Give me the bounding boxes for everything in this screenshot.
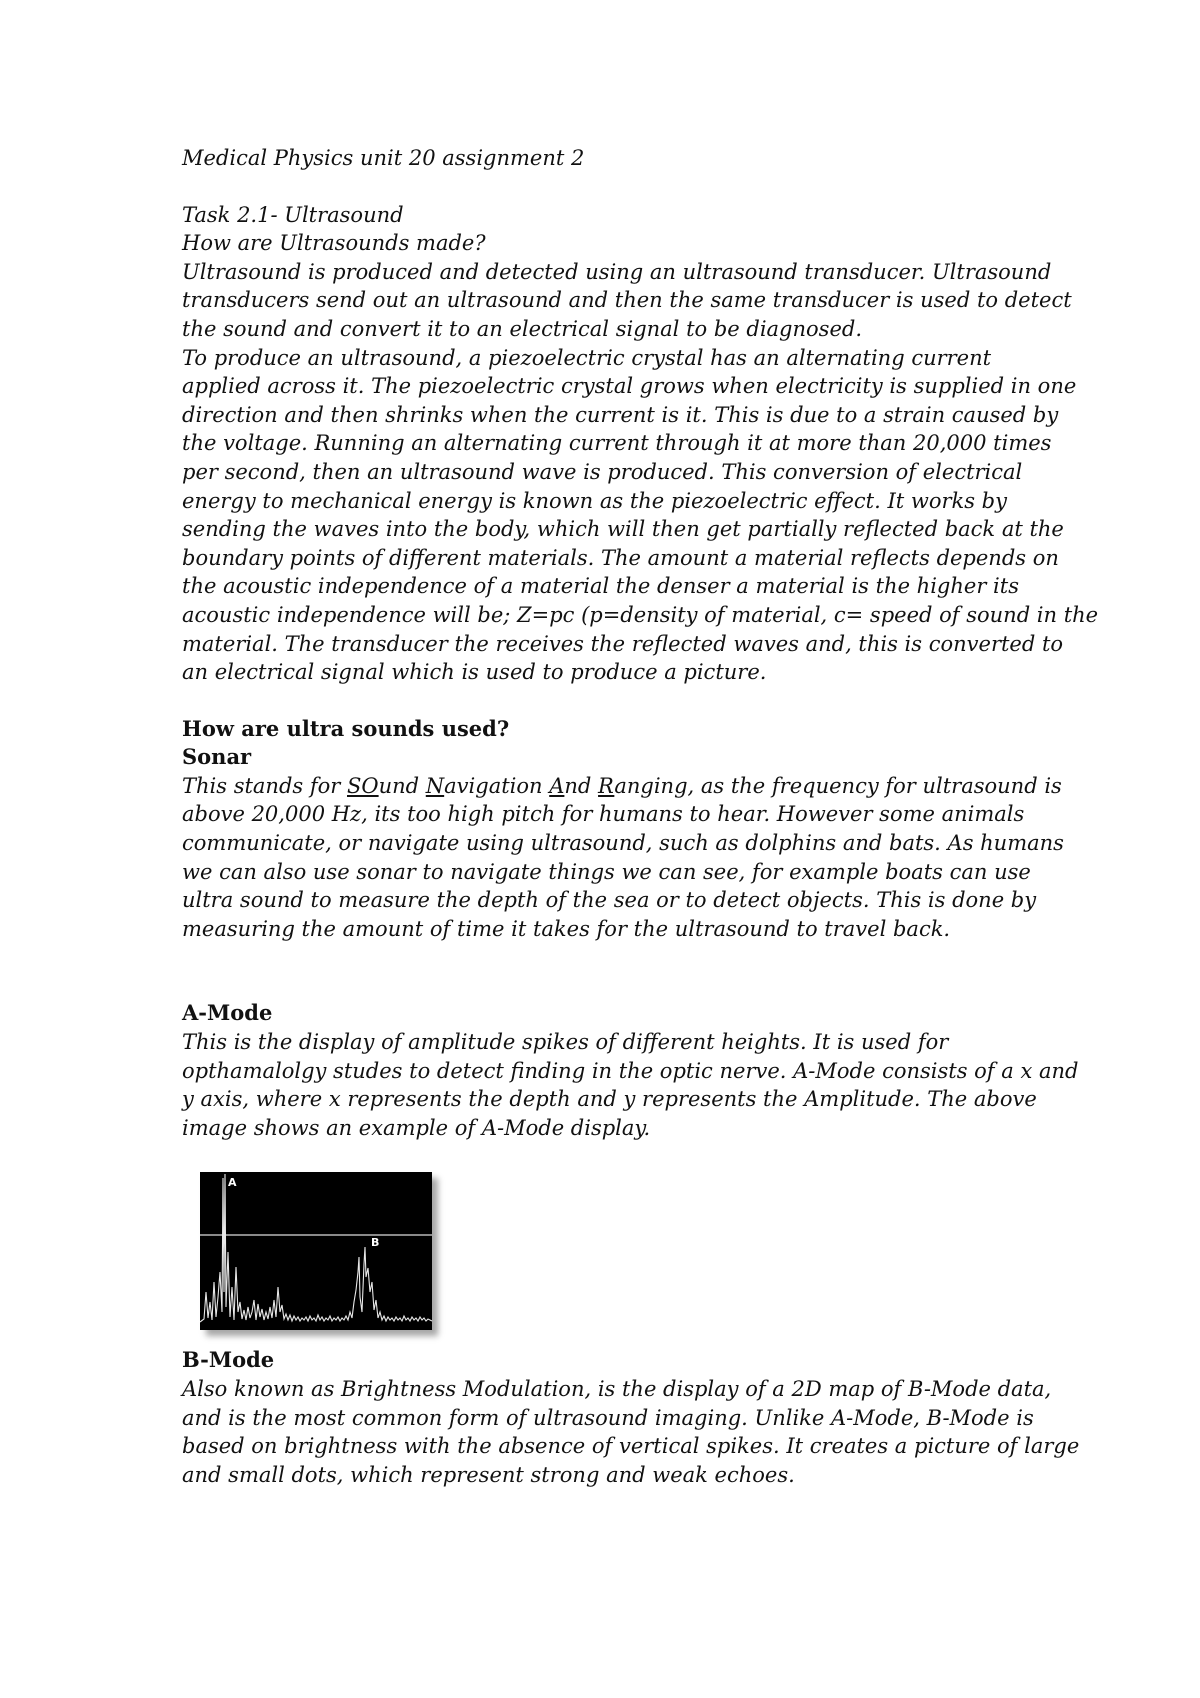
amode-display-image — [200, 1172, 432, 1330]
text-run: This stands for — [182, 773, 347, 798]
amode-trace-svg — [200, 1172, 432, 1330]
document-title: Medical Physics unit 20 assignment 2 — [182, 146, 585, 170]
task-question: How are Ultrasounds made? — [182, 231, 486, 256]
text-line: communicate, or navigate using ultrasound, such as dolphins and bats. As humans — [182, 831, 1064, 856]
bmode-paragraph — [182, 1375, 1080, 1489]
text-line: acoustic independence will be; Z=pc (p=density of material, c= speed of sound in the — [182, 602, 1099, 627]
underlined-letters: R — [598, 773, 615, 798]
text-line: transducers send out an ultrasound and then the same transducer is used to detect — [182, 288, 1072, 313]
text-run: nd — [564, 773, 599, 798]
text-line: an electrical signal which is used to produce a picture. — [182, 660, 767, 685]
sonar-paragraph — [182, 772, 1064, 944]
text-line: measuring the amount of time it takes for the ultrasound to travel back. — [182, 916, 951, 941]
text-line: and small dots, which represent strong and weak echoes. — [182, 1462, 795, 1487]
text-line: energy to mechanical energy is known as the piezoelectric effect. It works by — [182, 488, 1007, 513]
text-line: above 20,000 Hz, its too high pitch for humans to hear. However some animals — [182, 802, 1025, 827]
sonar-first-line — [182, 772, 1062, 801]
uses-heading: How are ultra sounds used? — [182, 715, 510, 741]
text-line: This is the display of amplitude spikes of different heights. It is used for — [182, 1030, 949, 1055]
underlined-letters: A — [549, 773, 565, 798]
document-page — [182, 144, 1099, 1489]
peak-label-b: B — [371, 1236, 380, 1250]
text-line: the sound and convert it to an electrical signal to be diagnosed. — [182, 316, 862, 341]
text-line: we can also use sonar to navigate things we can see, for example boats can use — [182, 859, 1031, 884]
text-run: und — [378, 773, 426, 798]
text-line: and is the most common form of ultrasound imaging. Unlike A-Mode, B-Mode is — [182, 1405, 1034, 1430]
text-line: boundary points of different materials. The amount a material reflects depends on — [182, 545, 1059, 570]
amode-paragraph — [182, 1028, 1079, 1142]
text-line: ultra sound to measure the depth of the sea or to detect objects. This is done by — [182, 888, 1037, 913]
text-line: direction and then shrinks when the current is it. This is due to a strain caused by — [182, 402, 1059, 427]
text-line: sending the waves into the body, which will then get partially reflected back at the — [182, 517, 1064, 542]
spacer — [182, 173, 1042, 201]
text-line: material. The transducer the receives the reflected waves and, this is converted to — [182, 631, 1064, 656]
text-line: Ultrasound is produced and detected using an ultrasound transducer. Ultrasound — [182, 259, 1052, 284]
text-line: based on brightness with the absence of vertical spikes. It creates a picture of large — [182, 1434, 1080, 1459]
text-line: To produce an ultrasound, a piezoelectric crystal has an alternating current — [182, 345, 992, 370]
spacer — [182, 943, 1042, 999]
task-paragraph — [182, 258, 1099, 687]
text-line: opthamalolgy studes to detect finding in the optic nerve. A-Mode consists of a x and — [182, 1058, 1079, 1083]
text-line: applied across it. The piezoelectric crystal grows when electricity is supplied in one — [182, 374, 1077, 399]
underlined-letters: N — [425, 773, 445, 798]
amplitude-trace — [200, 1174, 432, 1322]
sonar-heading: Sonar — [182, 744, 252, 770]
text-line: image shows an example of A-Mode display. — [182, 1115, 651, 1140]
text-line: Also known as Brightness Modulation, is the display of a 2D map of B-Mode data, — [182, 1377, 1052, 1401]
text-line: the voltage. Running an alternating current through it at more than 20,000 times — [182, 431, 1052, 456]
text-run: avigation — [444, 773, 550, 798]
text-line: y axis, where x represents the depth and y represents the Amplitude. The above — [182, 1087, 1037, 1112]
task-heading: Task 2.1- Ultrasound — [182, 202, 404, 227]
underlined-letters: SO — [347, 773, 379, 798]
text-run: anging, as the frequency for ultrasound is — [614, 773, 1062, 798]
text-line: per second, then an ultrasound wave is produced. This conversion of electrical — [182, 459, 1023, 484]
spacer — [182, 687, 1042, 715]
amode-heading: A-Mode — [182, 1000, 273, 1026]
peak-label-a: A — [228, 1176, 237, 1190]
bmode-heading: B-Mode — [182, 1347, 275, 1373]
text-line: the acoustic independence of a material the denser a material is the higher its — [182, 574, 1019, 599]
